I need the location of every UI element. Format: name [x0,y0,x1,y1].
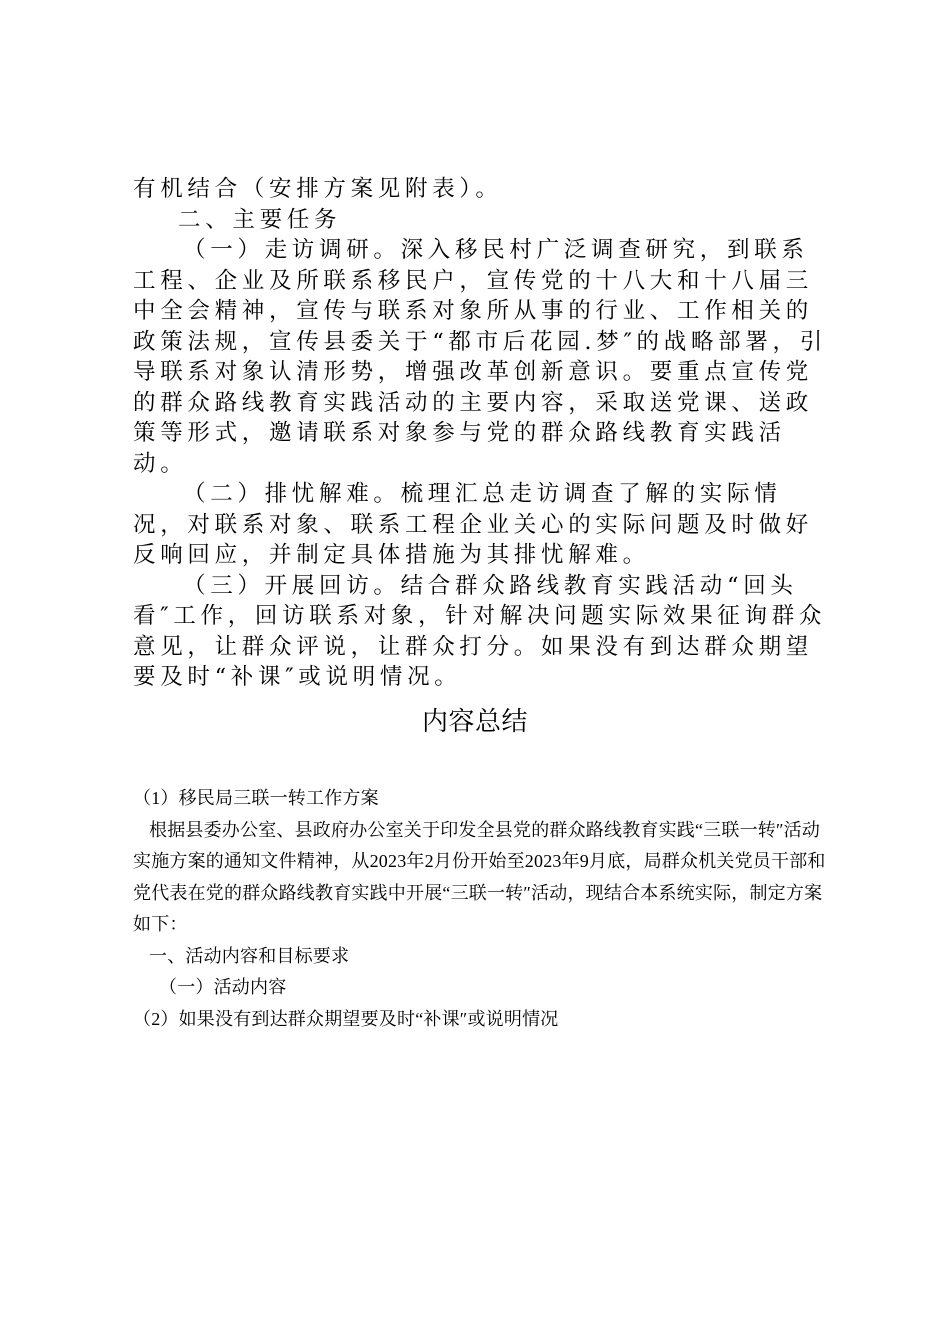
summary-section [133,783,838,1035]
summary-item: （2）如果没有到达群众期望要及时“补课″或说明情况 [133,1008,559,1029]
summary-title: 内容总结 [421,707,528,737]
document-body [133,174,833,693]
paragraph-solve-problems: （二）排忧解难。梳理汇总走访调查了解的实际情况，对联系对象、联系工程企业关心的实际问题及时做好反响回应，并制定具体措施为其排忧解难。 [133,481,814,568]
summary-item: （1）移民局三联一转工作方案 [133,788,379,808]
paragraph-return-visit: （三）开展回访。结合群众路线教育实践活动“回头看″工作，回访联系对象，针对解决问题实际效果征询群众意见，让群众评说，让群众打分。如果没有到达群众期望要及时“补课″或说明情况。 [133,572,827,690]
section-heading-main-tasks: 二、主要任务 [178,206,342,233]
paragraph-arrangement: 有机结合（安排方案见附表）。 [133,176,503,202]
summary-item: 根据县委办公室、县政府办公室关于印发全县党的群众路线教育实践“三联一转″活动实施方案的通知文件精神，从2023年2月份开始至2023年9月底，局群众机关党员干部和党代表在党的群众路线教育实践中开展“三联一转″活动，现结合本系统实际，制定方案如下： [133,819,826,934]
summary-item: 一、活动内容和目标要求 [149,945,350,966]
paragraph-visit-research: （一）走访调研。深入移民村广泛调查研究，到联系工程、企业及所联系移民户，宣传党的十八大和十八届三中全会精神，宣传与联系对象所从事的行业、工作相关的政策法规，宣传县委关于“都市后花园.梦″的战略部署，引导联系对象认清形势，增强改革创新意识。要重点宣传党的群众路线教育实践活动的主要内容，采取送党课、送政策等形式，邀请联系对象参与党的群众路线教育实践活动。 [133,237,827,477]
summary-item: （一）活动内容 [159,977,287,997]
